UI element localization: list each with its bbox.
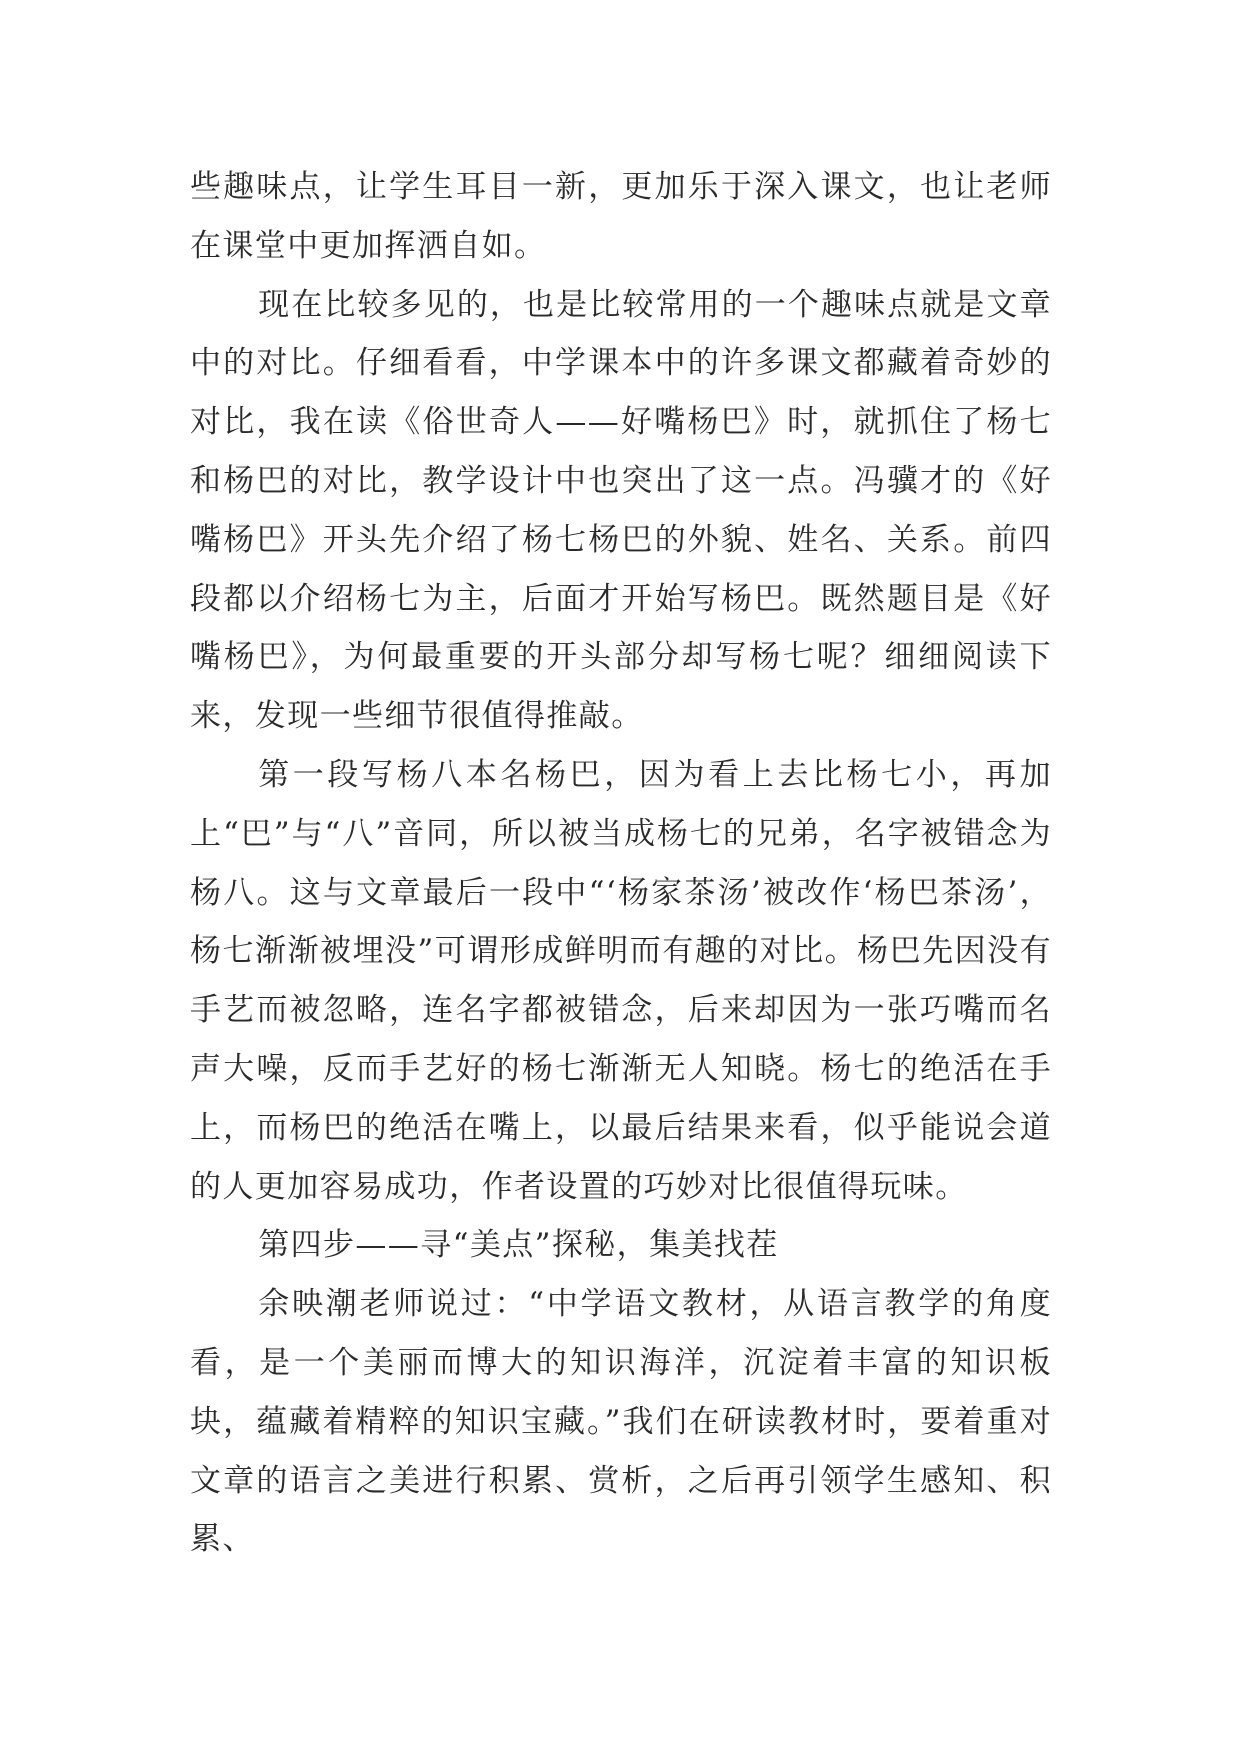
paragraph-yang-ba-analysis: 第一段写杨八本名杨巴，因为看上去比杨七小，再加上“巴”与“八”音同，所以被当成杨七的兄弟，名字被错念为杨八。这与文章最后一段中“‘杨家茶汤’被改作‘杨巴茶汤’，杨七渐渐被埋没”可谓形成鲜明而有趣的对比。杨巴先因没有手艺而被忽略，连名字都被错念，后来却因为一张巧嘴而名声大噪，反而手艺好的杨七渐渐无人知晓。杨七的绝活在手上，而杨巴的绝活在嘴上，以最后结果来看，似乎能说会道的人更加容易成功，作者设置的巧妙对比很值得玩味。 [190,756,1052,1205]
section-heading-step-four: 第四步——寻“美点”探秘，集美找茬 [258,1227,779,1264]
paragraph-continuation: 些趣味点，让学生耳目一新，更加乐于深入课文，也让老师在课堂中更加挥洒自如。 [190,169,1052,264]
body-text [190,158,1052,1569]
paragraph-contrast-intro: 现在比较多见的，也是比较常用的一个趣味点就是文章中的对比。仔细看看，中学课本中的许多课文都藏着奇妙的对比，我在读《俗世奇人——好嘴杨巴》时，就抓住了杨七和杨巴的对比，教学设计中也突出了这一点。冯骥才的《好嘴杨巴》开头先介绍了杨七杨巴的外貌、姓名、关系。前四段都以介绍杨七为主，后面才开始写杨巴。既然题目是《好嘴杨巴》，为何最重要的开头部分却写杨七呢？细细阅读下来，发现一些细节很值得推敲。 [190,286,1052,735]
paragraph-yu-yingchao-quote: 余映潮老师说过：“中学语文教材，从语言教学的角度看，是一个美丽而博大的知识海洋，沉淀着丰富的知识板块，蕴藏着精粹的知识宝藏。”我们在研读教材时，要着重对文章的语言之美进行积累、赏析，之后再引领学生感知、积累、 [190,1286,1052,1558]
